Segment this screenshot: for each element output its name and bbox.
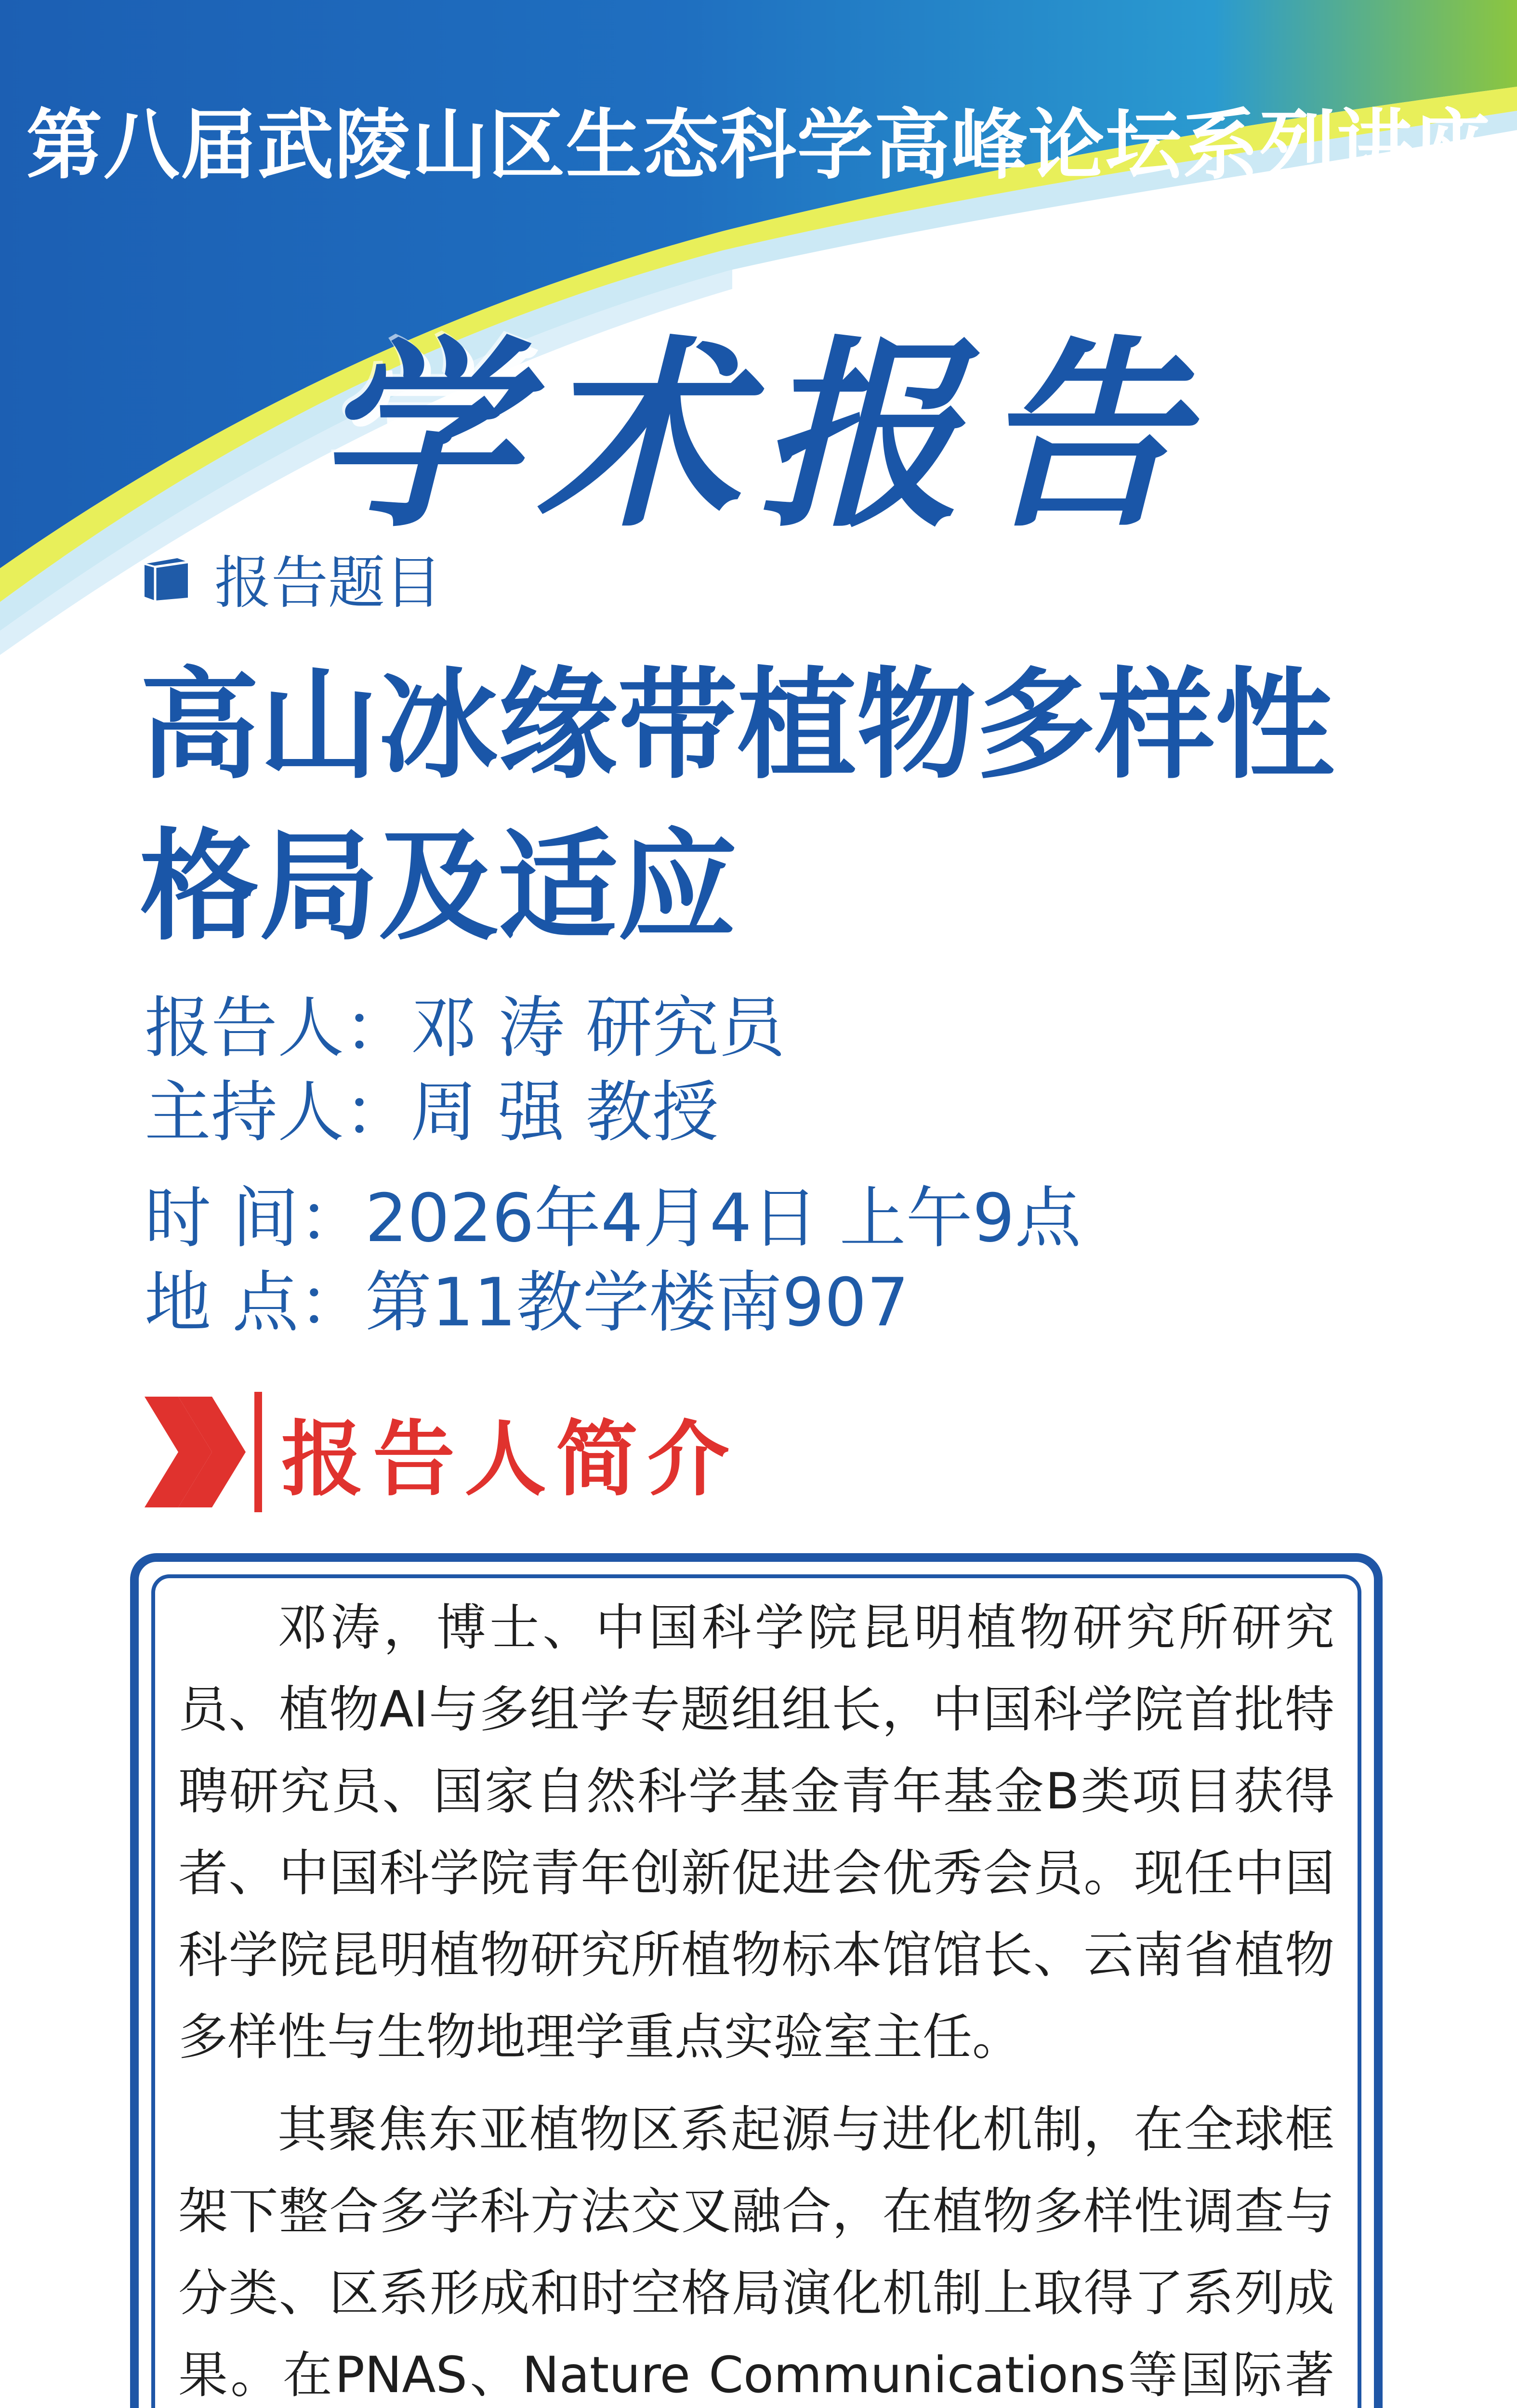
time-line: 时 间：2026年4月4日 上午9点 [145,1179,1082,1257]
topic-line: 高山冰缘带植物多样性 [140,656,1334,795]
section-divider [254,1392,262,1512]
topic-line: 格局及适应 [140,818,737,956]
main-title: 学术报告 [315,317,1202,555]
bio-paragraph: 邓涛，博士、中国科学院昆明植物研究所研究员、植物AI与多组学专题组组长，中国科学院首批特聘研究员、国家自然科学基金青年基金B类项目获得者、中国科学院青年创新促进会优秀会员。现任中国科学院昆明植物研究所植物标本馆馆长、云南省植物多样性与生物地理学重点实验室主任。 [178,1599,1334,2066]
speaker-line: 报告人：邓 涛 研究员 [145,989,785,1067]
report-topic [140,645,1440,968]
place-line: 地 点：第11教学楼南907 [145,1264,909,1341]
double-chevron-icon [145,1397,246,1507]
bio-section-title: 报告人简介 [281,1411,739,1507]
topic-label: 报告题目 [214,550,442,616]
book-icon [140,555,193,601]
host-line: 主持人：周 强 教授 [145,1073,719,1151]
series-title: 第八届武陵山区生态科学高峰论坛系列讲座 [26,101,1491,190]
topic-label-row [140,547,442,616]
bio-text [178,1587,1334,2408]
bio-paragraph: 其聚焦东亚植物区系起源与进化机制，在全球框架下整合多学科方法交叉融合，在植物多样性调查与分类、区系形成和时空格局演化机制上取得了系列成果。在PNAS、Nature Communications等国际著 [178,2101,1334,2404]
bio-section-header [145,1382,739,1522]
